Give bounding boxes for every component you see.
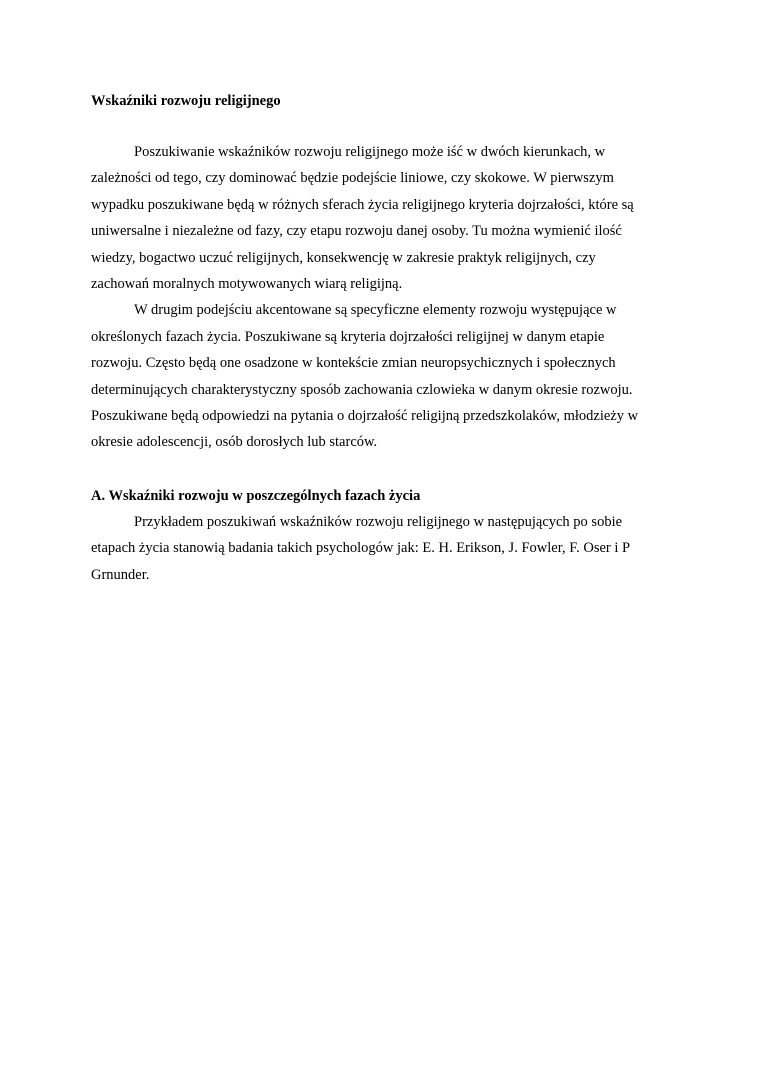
paragraph-line: wiedzy, bogactwo uczuć religijnych, konsekwencję w zakresie praktyk religijnych, czy — [91, 249, 596, 266]
paragraph-line: uniwersalne i niezależne od fazy, czy etapu rozwoju danej osoby. Tu można wymienić ilość — [91, 223, 622, 240]
paragraph-line: zależności od tego, czy dominować będzie podejście liniowe, czy skokowe. W pierwszym — [91, 170, 614, 187]
paragraph-line: zachowań moralnych motywowanych wiarą religijną. — [91, 276, 403, 293]
section-a-text-block — [91, 509, 671, 588]
section-a-heading: A. Wskaźniki rozwoju w poszczególnych fazach życia — [91, 488, 421, 504]
paragraph-line: określonych fazach życia. Poszukiwane są kryteria dojrzałości religijnej w danym etapie — [91, 328, 605, 345]
paragraph-line: Grnunder. — [91, 566, 150, 583]
paragraph-1 — [91, 139, 671, 297]
paragraph-line: etapach życia stanowią badania takich psychologów jak: E. H. Erikson, J. Fowler, F. Oser i P — [91, 540, 631, 557]
paragraph-line: wypadku poszukiwane będą w różnych sferach życia religijnego kryteria dojrzałości, które są — [91, 196, 634, 213]
document-title: Wskaźniki rozwoju religijnego — [91, 93, 281, 109]
paragraph-line: Przykładem poszukiwań wskaźników rozwoju religijnego w następujących po sobie — [134, 514, 623, 530]
section-a-paragraph — [91, 509, 671, 588]
paragraph-line: Poszukiwane będą odpowiedzi na pytania o dojrzałość religijną przedszkolaków, młodzieży w — [91, 408, 639, 425]
paragraph-2 — [91, 297, 671, 455]
paragraph-line: rozwoju. Często będą one osadzone w kontekście zmian neuropsychicznych i społecznych — [91, 355, 616, 372]
paragraph-line: determinujących charakterystyczny sposób zachowania czlowieka w danym okresie rozwoju. — [91, 381, 633, 398]
intro-text-block — [91, 139, 671, 456]
paragraph-line: okresie adolescencji, osób dorosłych lub starców. — [91, 434, 378, 451]
paragraph-line: W drugim podejściu akcentowane są specyficzne elementy rozwoju występujące w — [134, 302, 617, 319]
paragraph-line: Poszukiwanie wskaźników rozwoju religijnego może iść w dwóch kierunkach, w — [134, 144, 606, 160]
